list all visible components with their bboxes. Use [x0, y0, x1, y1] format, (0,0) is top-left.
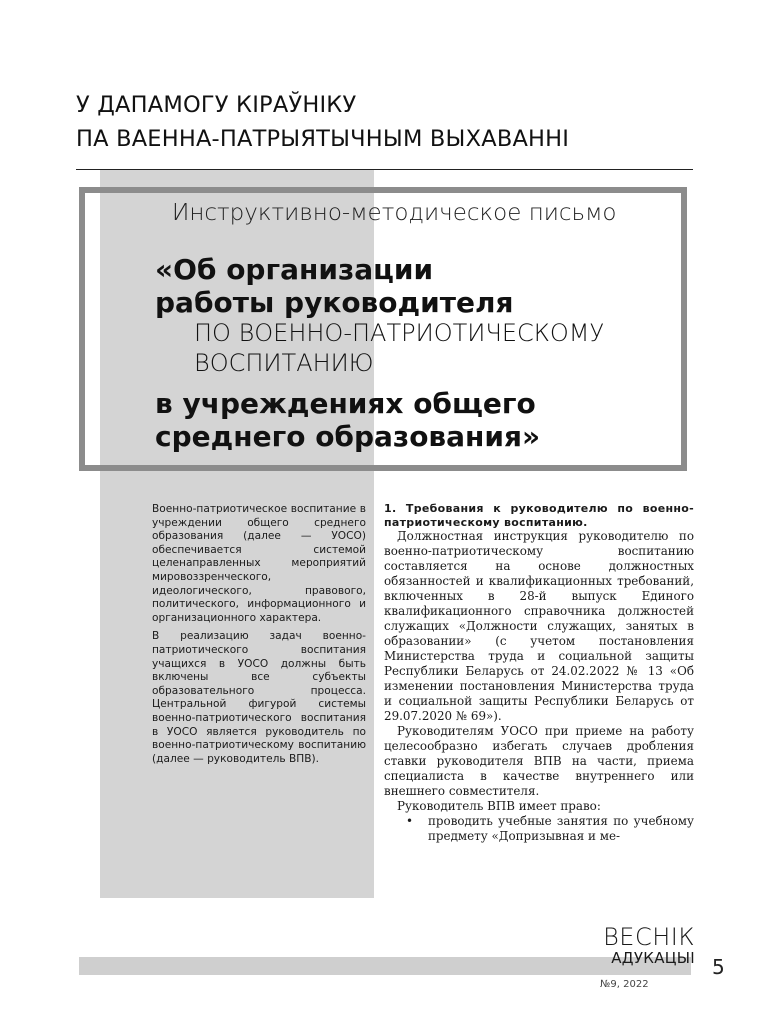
title-bold-line-1: «Об организации: [155, 253, 434, 286]
body-column: [384, 502, 694, 844]
title-bold-line-4: среднего образования»: [155, 420, 541, 453]
section-heading: 1. Требования к руководителю по военно-патриотическому воспитанию.: [384, 502, 694, 529]
issue-number: №9, 2022: [600, 979, 649, 990]
bullet-icon: •: [406, 814, 414, 829]
body-paragraph-2: Руководителям УОСО при приеме на работу целесообразно избегать случаев дробления ставки руководителя ВПВ на части, приема специалиста в качестве внутреннего или внешнего совместителя.: [384, 724, 694, 799]
logo-line-2: АДУКАЦЫІ: [611, 949, 695, 967]
title-light-line-2: ВОСПИТАНИЮ: [194, 349, 374, 377]
section-header: [76, 88, 716, 156]
logo-line-1: ВЕСНІК: [603, 923, 695, 951]
title-bold-line-2: работы руководителя: [155, 286, 514, 319]
intro-paragraph-2: В реализацию задач военно-патриотического воспитания учащихся в УОСО должны быть включены все субъекты образовательного процесса. Центральной фигурой системы военно-патриотического воспитания в УОСО является руководитель по военно-патриотическому воспитанию (далее — руководитель ВПВ).: [152, 630, 366, 765]
header-line-1: У ДАПАМОГУ КІРАЎНІКУ: [76, 92, 357, 118]
list-item-text: проводить учебные занятия по учебному предмету «Допризывная и ме-: [428, 814, 694, 844]
body-paragraph-1: Должностная инструкция руководителю по военно-патриотическому воспитанию составляется на основе должностных обязанностей и квалификационных требований, включенных в 28-й выпуск Единого квалификационного справочника должностей служащих «Должности служащих, занятых в образовании» (с учетом постановления Министерства труда и социальной защиты Республики Беларусь от 24.02.2022 № 13 «Об изменении постановления Министерства труда и социальной защиты Республики Беларусь от 29.07.2020 № 69»).: [384, 529, 694, 724]
intro-column: [152, 503, 366, 771]
title-bold-line-3: в учреждениях общего: [155, 387, 536, 420]
document-type-subtitle: Инструктивно-методическое письмо: [172, 200, 617, 226]
journal-logo: [560, 924, 695, 972]
title-bold-part-1: [155, 253, 695, 319]
intro-paragraph-1: Военно-патриотическое воспитание в учреждении общего среднего образования (далее — УОСО) обеспечивается системой целенаправленных мероприятий мировоззренческого, идеологического, правового, политического, информационного и организационного характера.: [152, 503, 366, 624]
body-paragraph-3: Руководитель ВПВ имеет право:: [397, 799, 601, 814]
page-number: 5: [712, 955, 725, 979]
header-line-2: ПА ВАЕННА-ПАТРЫЯТЫЧНЫМ ВЫХАВАННІ: [76, 126, 570, 152]
list-item: [406, 814, 694, 844]
title-light-part: [194, 318, 694, 378]
rights-list: [384, 814, 694, 844]
title-bold-part-2: [155, 387, 695, 453]
title-light-line-1: ПО ВОЕННО-ПАТРИОТИЧЕСКОМУ: [194, 319, 605, 347]
